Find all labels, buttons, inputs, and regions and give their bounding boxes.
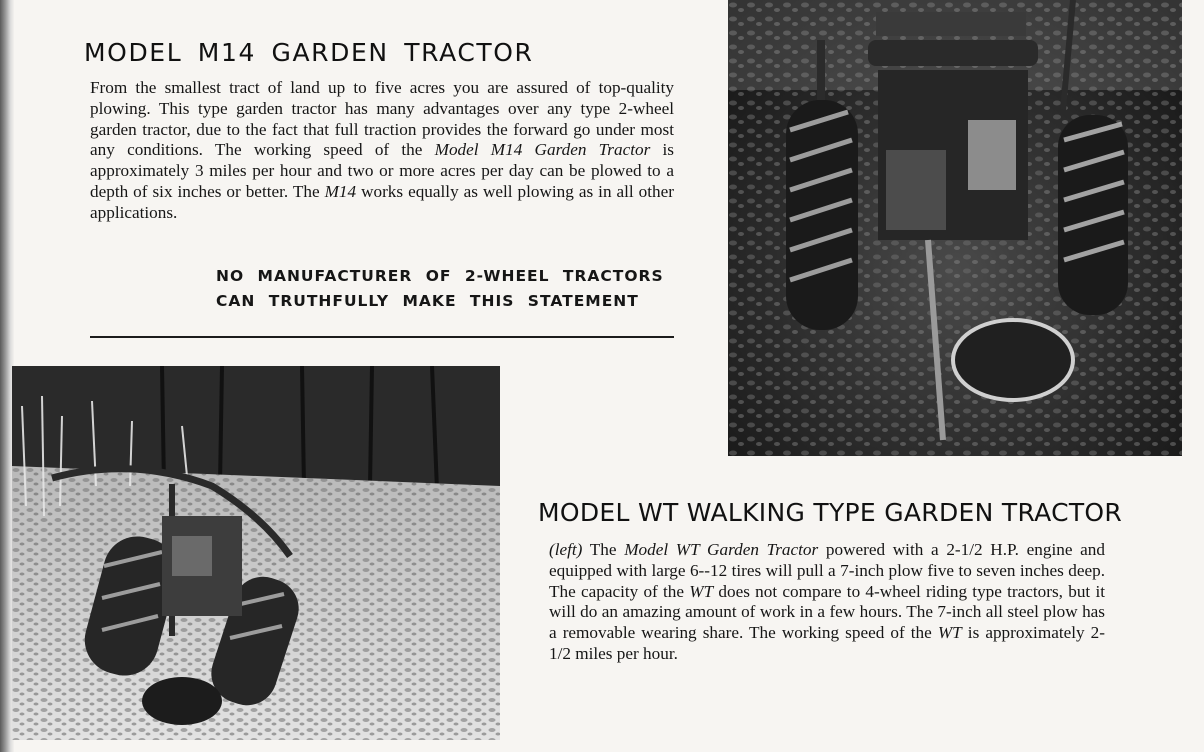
m14-tractor-photo <box>728 0 1182 456</box>
wt-description <box>549 540 1105 665</box>
wt-photo-illustration <box>12 366 500 740</box>
m14-statement <box>216 264 676 314</box>
m14-description <box>90 78 674 224</box>
statement-line-2: CAN TRUTHFULLY MAKE THIS STATEMENT <box>216 292 639 310</box>
italic-text-segment: WT <box>937 623 962 643</box>
section-divider <box>90 336 674 338</box>
text-segment: is approximately 2-1/2 miles per hour. <box>549 623 1105 663</box>
italic-text-segment: WT <box>689 581 714 601</box>
italic-text-segment: (left) <box>549 540 583 559</box>
wt-section-title: MODEL WT WALKING TYPE GARDEN TRACTOR <box>538 498 1123 527</box>
text-segment: is approximately 3 miles per hour and two or more acres per day can be plowed to a depth of six inches or better. The <box>90 140 674 201</box>
italic-text-segment: M14 <box>324 181 357 201</box>
statement-line-1: NO MANUFACTURER OF 2-WHEEL TRACTORS <box>216 267 664 285</box>
m14-photo-illustration <box>728 0 1182 456</box>
text-segment: The <box>582 540 625 559</box>
text-segment: does not compare to 4-wheel riding type tractors, but it will do an amazing amount of work in a few hours. The 7-inch all steel plow has a removable wearing share. The working speed of the <box>549 581 1105 643</box>
m14-section-title: MODEL M14 GARDEN TRACTOR <box>84 38 534 67</box>
italic-text-segment: Model M14 Garden Tractor <box>434 140 651 160</box>
text-segment: powered with a 2-1/2 H.P. engine and equipped with large 6--12 tires will pull a 7-inch plow five to seven inches deep. The capacity of the <box>549 540 1105 601</box>
text-segment: From the smallest tract of land up to five acres you are assured of top-quality plowing. This type garden tractor has many advantages over any type 2-wheel garden tractor, due to the fact that full traction provides the forward go under most any conditions. The working speed of the <box>90 78 674 160</box>
wt-tractor-photo <box>12 366 500 740</box>
text-segment: works equally as well plowing as in all other applications. <box>90 181 674 222</box>
italic-text-segment: Model WT Garden Tractor <box>624 540 819 559</box>
